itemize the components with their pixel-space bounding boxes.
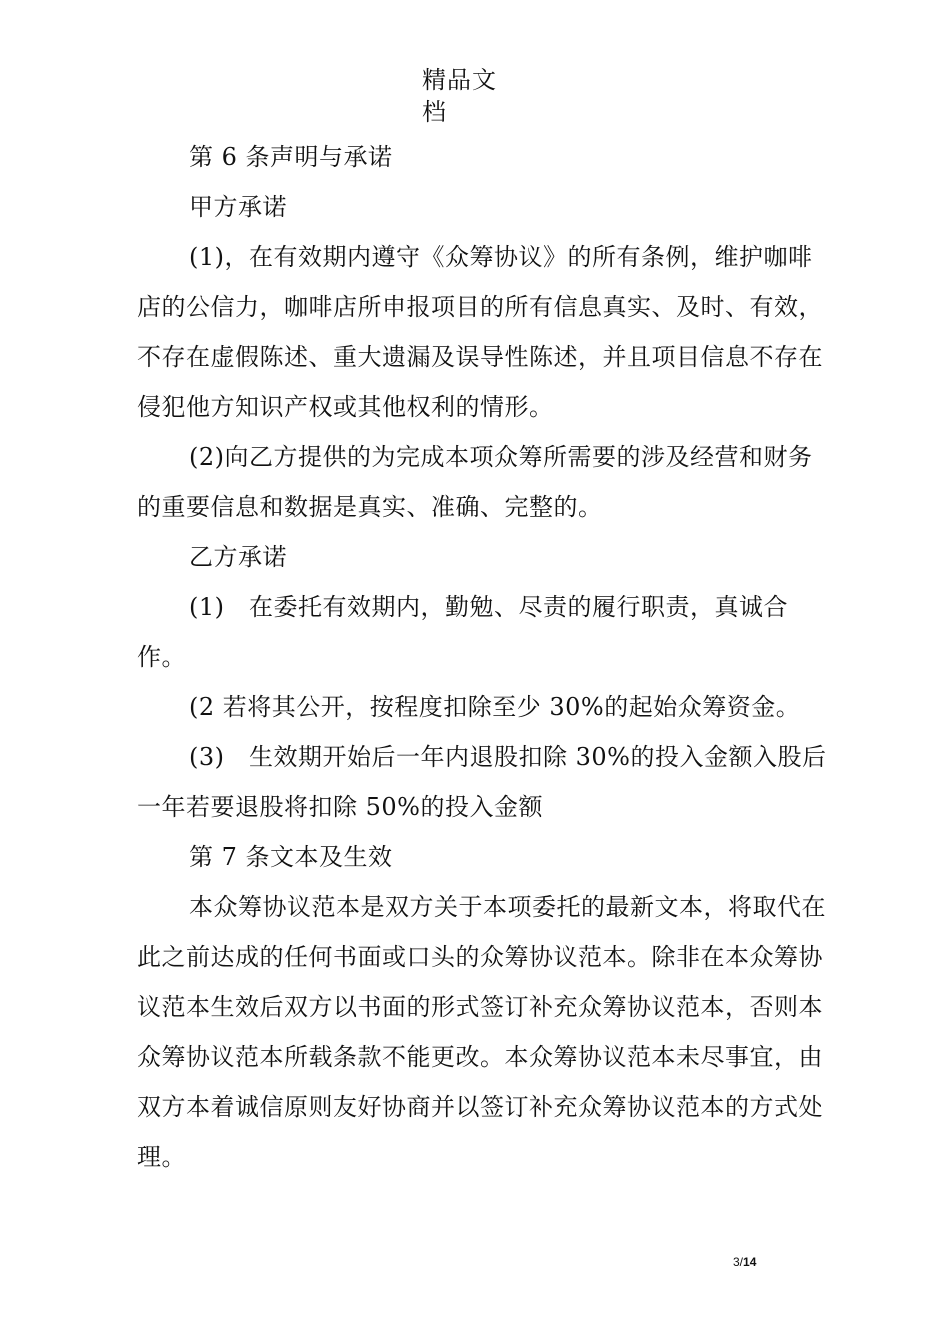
article-7-body: 本众筹协议范本是双方关于本项委托的最新文本，将取代在此之前达成的任何书面或口头的众筹协议范本。除非在本众筹协议范本生效后双方以书面的形式签订补充众筹协议范本，否则本众筹协议范本所载条款不能更改。本众筹协议范本未尽事宜，由双方本着诚信原则友好协商并以签订补充众筹协议范本的方式处理。 [137, 893, 826, 1171]
subheading-party-b-commitments: 乙方承诺 [189, 543, 287, 571]
page-number [733, 1255, 756, 1269]
document-body [137, 132, 831, 1182]
header-title-line2: 档 [422, 98, 447, 126]
header-title-line1: 精品文 [422, 66, 497, 94]
subheading-party-a-commitments: 甲方承诺 [189, 193, 287, 221]
party-a-commitment-2: (2)向乙方提供的为完成本项众筹所需要的涉及经营和财务的重要信息和数据是真实、准确、完整的。 [137, 443, 813, 521]
party-b-commitment-3: (3) 生效期开始后一年内退股扣除 30%的投入金额入股后一年若要退股将扣除 50%的投入金额 [137, 743, 827, 821]
page-header [422, 64, 506, 128]
page-total: 14 [743, 1255, 757, 1269]
page-current: 3/ [733, 1255, 744, 1269]
section-heading-article-6: 第 6 条声明与承诺 [189, 143, 393, 171]
party-b-commitment-1: (1) 在委托有效期内，勤勉、尽责的履行职责，真诚合作。 [137, 593, 788, 671]
section-heading-article-7: 第 7 条文本及生效 [189, 843, 393, 871]
party-a-commitment-1: (1)，在有效期内遵守《众筹协议》的所有条例，维护咖啡店的公信力，咖啡店所申报项目的所有信息真实、及时、有效，不存在虚假陈述、重大遗漏及误导性陈述，并且项目信息不存在侵犯他方知识产权或其他权利的情形。 [137, 243, 823, 421]
party-b-commitment-2: (2 若将其公开，按程度扣除至少 30%的起始众筹资金。 [189, 693, 801, 721]
